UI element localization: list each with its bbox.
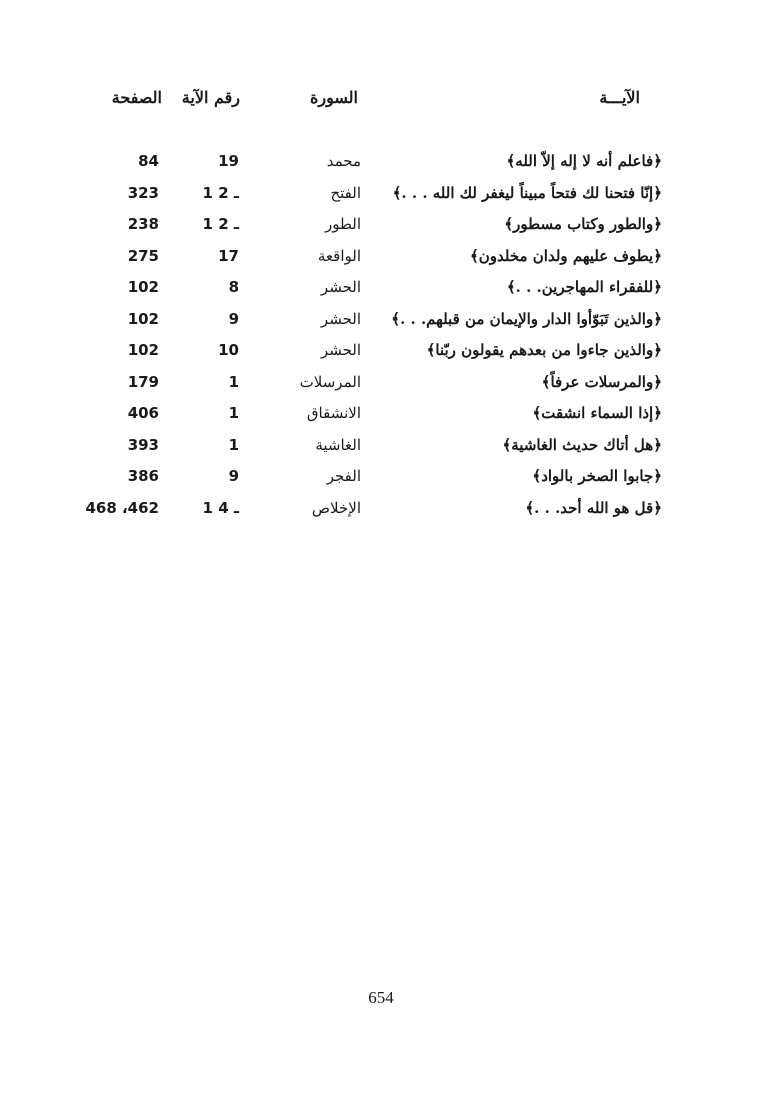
page-reference: 393 [127, 435, 159, 454]
page-reference: 102 [127, 309, 159, 328]
ayah-number: 17 [218, 246, 239, 265]
surah-name: الواقعة [317, 246, 361, 265]
surah-name: الفجر [326, 467, 361, 485]
verse-text: ﴿إذا السماء انشقت﴾ [532, 404, 662, 422]
table-row [0, 245, 762, 277]
ayah-number: 8 [228, 278, 239, 296]
table-row [0, 371, 762, 403]
page-reference: 323 [127, 183, 159, 202]
ayah-number: 1 ـ 2 [202, 215, 239, 233]
page-reference: 468 ،462 [85, 498, 159, 517]
surah-name: الإخلاص [311, 498, 361, 517]
table-row [0, 182, 762, 214]
ayah-number: 1 [228, 404, 239, 422]
page-reference: 386 [127, 467, 159, 485]
table-row [0, 308, 762, 340]
page-reference: 275 [127, 246, 159, 265]
verse-text: ﴿جابوا الصخر بالواد﴾ [532, 467, 662, 485]
verse-text: ﴿والمرسلات عرفاً﴾ [541, 372, 662, 391]
surah-name: الفتح [330, 183, 361, 202]
verse-text: ﴿والطور وكتاب مسطور﴾ [504, 215, 662, 233]
verse-text: ﴿إنّا فتحنا لك فتحاً مبيناً ليغفر لك الله . . .﴾ [392, 183, 662, 202]
header-page: الصفحة [111, 88, 162, 107]
table-header [0, 88, 762, 116]
surah-name: الحشر [320, 309, 361, 328]
verse-text: ﴿والذين جاءوا من بعدهم يقولون ربّنا﴾ [426, 341, 662, 359]
surah-name: الانشقاق [306, 404, 361, 422]
page-reference: 179 [127, 372, 159, 391]
surah-name: الغاشية [315, 435, 361, 454]
ayah-number: 19 [218, 152, 239, 170]
ayah-number: 1 [228, 372, 239, 391]
ayah-number: 9 [228, 309, 239, 328]
surah-name: الطور [324, 215, 361, 233]
page-reference: 102 [127, 341, 159, 359]
verse-text: ﴿يطوف عليهم ولدان مخلدون﴾ [469, 246, 662, 265]
ayah-number: 1 [228, 435, 239, 454]
verse-text: ﴿قل هو الله أحد. . .﴾ [525, 498, 662, 517]
table-row [0, 213, 762, 245]
page-reference: 406 [127, 404, 159, 422]
page-reference: 84 [138, 152, 159, 170]
page-number: 654 [368, 988, 394, 1007]
surah-name: الحشر [320, 341, 361, 359]
page-reference: 238 [127, 215, 159, 233]
table-row [0, 339, 762, 371]
surah-name: محمد [326, 152, 361, 170]
ayah-number: 9 [228, 467, 239, 485]
verse-index-table [0, 150, 762, 528]
page-reference: 102 [127, 278, 159, 296]
surah-name: المرسلات [299, 372, 361, 391]
table-row [0, 497, 762, 529]
table-row [0, 150, 762, 182]
ayah-number: 10 [218, 341, 239, 359]
header-surah: السورة [310, 88, 358, 107]
header-ayah-number: رقم الآية [181, 88, 240, 107]
verse-text: ﴿للفقراء المهاجرين. . .﴾ [506, 278, 662, 296]
verse-text: ﴿هل أتاك حديث الغاشية﴾ [502, 435, 662, 454]
surah-name: الحشر [320, 278, 361, 296]
table-row [0, 434, 762, 466]
table-row [0, 402, 762, 434]
ayah-number: 1 ـ 4 [202, 498, 239, 517]
verse-text: ﴿والذين تَبَوّأوا الدار والإيمان من قبلهم. . .﴾ [391, 309, 662, 328]
header-verse: الآيـــة [599, 88, 640, 107]
table-row [0, 465, 762, 497]
verse-text: ﴿فاعلم أنه لا إله إلاّ الله﴾ [506, 152, 662, 170]
ayah-number: 1 ـ 2 [202, 183, 239, 202]
table-row [0, 276, 762, 308]
